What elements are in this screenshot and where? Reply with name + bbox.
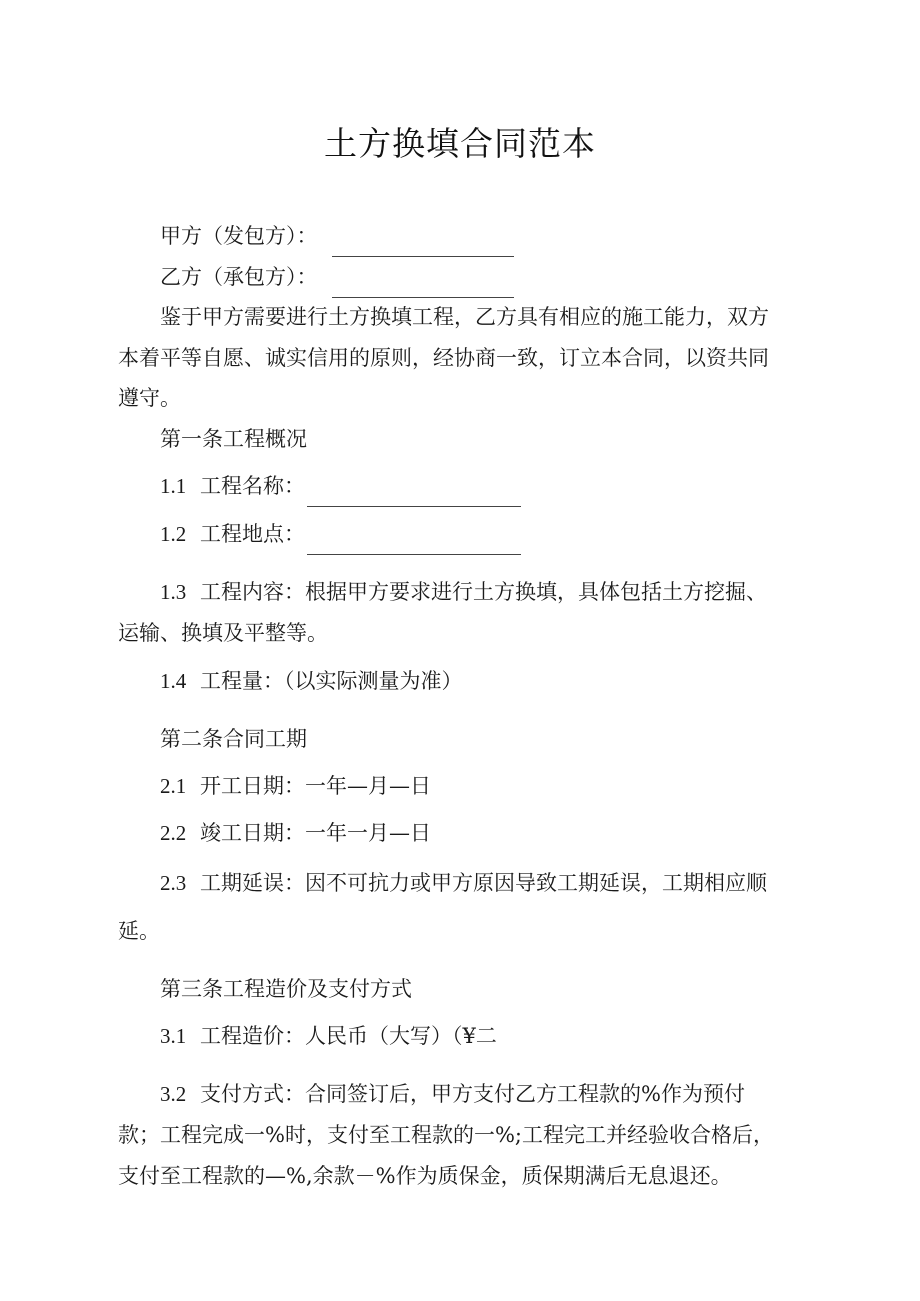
clause-text: 工程造价：人民币（大写）（¥二 [200, 1024, 497, 1048]
clause-2-2 [118, 812, 840, 854]
page-title: 土方换填合同范本 [324, 124, 596, 163]
clause-2-3-line-1 [118, 862, 840, 904]
project-name-blank[interactable] [307, 476, 521, 507]
clause-text: 工程量：（以实际测量为准） [200, 669, 463, 693]
clause-2-1 [118, 765, 840, 807]
clause-text: 支付方式：合同签订后，甲方支付乙方工程款的%作为预付 [200, 1082, 745, 1106]
clause-number: 3.2 [160, 1082, 187, 1106]
project-location-blank[interactable] [307, 524, 521, 555]
party-b-blank[interactable] [332, 267, 514, 298]
clause-text: 工程地点： [200, 522, 305, 546]
clause-number: 1.3 [160, 580, 187, 604]
clause-number: 1.2 [160, 522, 187, 546]
clause-2-3-line-2: 延。 [118, 919, 160, 943]
party-a-blank[interactable] [332, 226, 514, 257]
clause-number: 1.4 [160, 669, 187, 693]
article-3-heading: 第三条工程造价及支付方式 [160, 977, 412, 1001]
article-1-heading: 第一条工程概况 [160, 427, 307, 451]
clause-1-2 [118, 513, 840, 555]
preamble-line-1: 鉴于甲方需要进行土方换填工程，乙方具有相应的施工能力，双方 [160, 305, 769, 329]
clause-number: 2.1 [160, 774, 187, 798]
party-a-label: 甲方（发包方）： [160, 224, 318, 248]
clause-number: 2.3 [160, 871, 187, 895]
clause-1-4 [118, 660, 840, 702]
preamble-line-3: 遵守。 [118, 386, 181, 410]
party-b-line [118, 256, 840, 298]
clause-text: 竣工日期：一年一月—日 [200, 821, 431, 845]
clause-3-2-line-3: 支付至工程款的—%,余款－%作为质保金，质保期满后无息退还。 [118, 1164, 732, 1188]
clause-text: 开工日期：一年—月—日 [200, 774, 431, 798]
clause-1-3-line-2: 运输、换填及平整等。 [118, 621, 328, 645]
party-b-label: 乙方（承包方）： [160, 265, 318, 289]
clause-3-2-line-2: 款；工程完成一%时，支付至工程款的一%;工程完工并经验收合格后， [118, 1123, 774, 1147]
clause-text: 工程名称： [200, 474, 305, 498]
preamble-line-2: 本着平等自愿、诚实信用的原则，经协商一致，订立本合同，以资共同 [118, 346, 769, 370]
clause-3-1 [118, 1015, 840, 1057]
clause-number: 1.1 [160, 474, 187, 498]
clause-1-3-line-1 [118, 571, 840, 613]
clause-number: 2.2 [160, 821, 187, 845]
article-2-heading: 第二条合同工期 [160, 727, 307, 751]
clause-text: 工程内容：根据甲方要求进行土方换填，具体包括土方挖掘、 [200, 580, 767, 604]
clause-3-2-line-1 [118, 1073, 840, 1115]
clause-number: 3.1 [160, 1024, 187, 1048]
clause-1-1 [118, 465, 840, 507]
clause-text: 工期延误：因不可抗力或甲方原因导致工期延误，工期相应顺 [200, 871, 767, 895]
party-a-line [118, 215, 840, 257]
